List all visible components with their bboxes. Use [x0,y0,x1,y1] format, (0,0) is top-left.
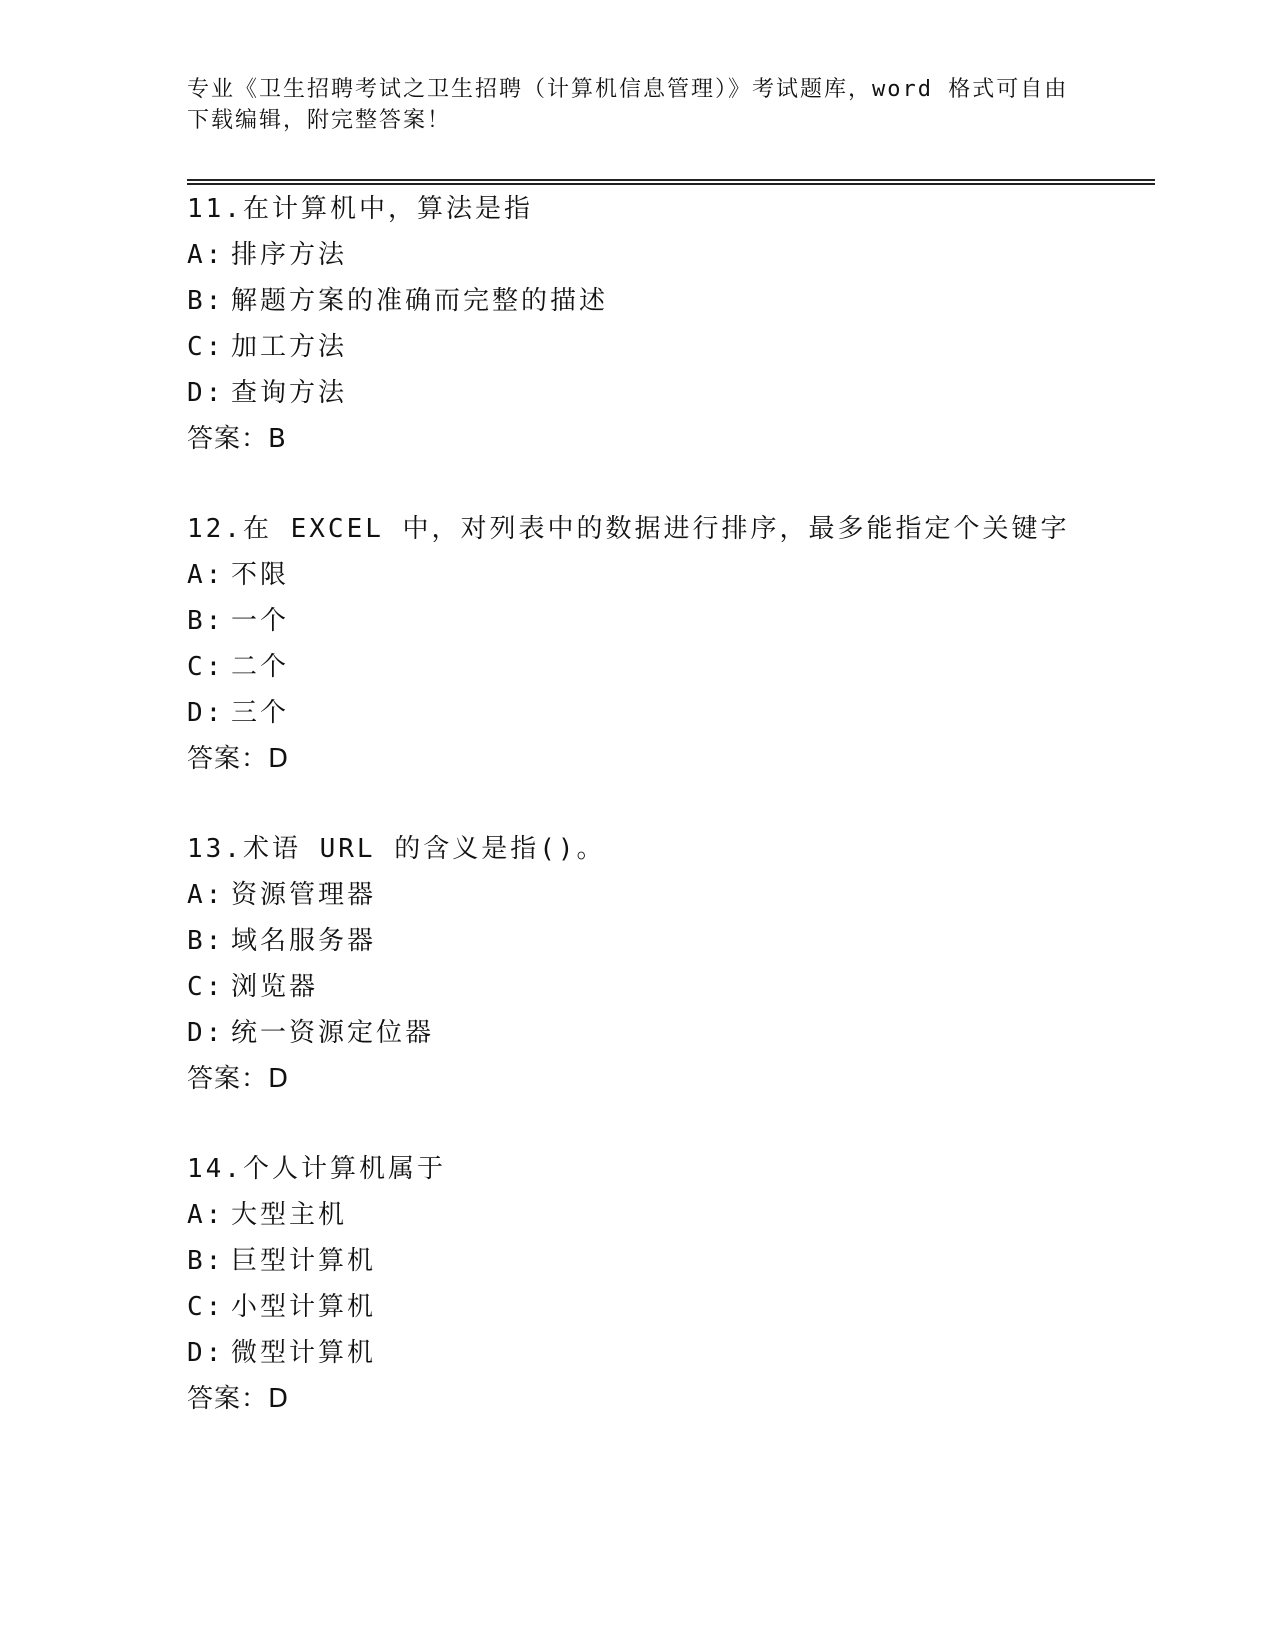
answer-line: 答案：D [187,1384,290,1414]
option-text: 巨型计算机 [231,1246,377,1276]
option-letter: B: [187,606,225,636]
question-14 [187,1146,1187,1422]
option-a [187,872,1187,918]
option-letter: A: [187,880,225,910]
option-text: 资源管理器 [231,880,377,910]
question-stem: 14.个人计算机属于 [187,1154,446,1184]
option-letter: C: [187,1292,225,1322]
option-text: 加工方法 [231,332,348,362]
option-text: 统一资源定位器 [231,1018,435,1048]
option-text: 不限 [231,560,290,590]
option-text: 解题方案的准确而完整的描述 [231,286,609,316]
option-d [187,370,1187,416]
option-c [187,644,1187,690]
option-letter: D: [187,1338,225,1368]
option-text: 查询方法 [231,378,348,408]
option-letter: C: [187,652,225,682]
option-letter: A: [187,1200,225,1230]
answer-line: 答案：D [187,744,290,774]
option-letter: C: [187,332,225,362]
question-11 [187,186,1187,462]
option-a [187,1192,1187,1238]
option-c [187,1284,1187,1330]
option-c [187,324,1187,370]
question-stem: 12.在 EXCEL 中，对列表中的数据进行排序，最多能指定个关键字 [187,514,1070,544]
answer-line: 答案：B [187,424,287,454]
option-text: 三个 [231,698,290,728]
option-letter: B: [187,1246,225,1276]
option-text: 小型计算机 [231,1292,377,1322]
option-d [187,690,1187,736]
option-letter: B: [187,926,225,956]
option-letter: C: [187,972,225,1002]
question-stem: 13.术语 URL 的含义是指()。 [187,834,606,864]
option-b [187,918,1187,964]
option-letter: D: [187,698,225,728]
option-text: 一个 [231,606,290,636]
option-b [187,1238,1187,1284]
option-c [187,964,1187,1010]
document-intro: 专业《卫生招聘考试之卫生招聘（计算机信息管理）》考试题库，word 格式可自由下载编辑，附完整答案！ [187,77,1069,133]
option-text: 微型计算机 [231,1338,377,1368]
option-letter: D: [187,378,225,408]
option-a [187,232,1187,278]
question-13 [187,826,1187,1102]
option-letter: B: [187,286,225,316]
option-letter: A: [187,560,225,590]
question-12 [187,506,1187,782]
option-b [187,598,1187,644]
option-text: 大型主机 [231,1200,348,1230]
header-divider-top [187,179,1155,181]
option-letter: D: [187,1018,225,1048]
option-text: 二个 [231,652,290,682]
option-text: 浏览器 [231,972,319,1002]
option-text: 域名服务器 [231,926,377,956]
option-text: 排序方法 [231,240,348,270]
option-letter: A: [187,240,225,270]
option-d [187,1010,1187,1056]
option-b [187,278,1187,324]
answer-line: 答案：D [187,1064,290,1094]
option-a [187,552,1187,598]
question-stem: 11.在计算机中，算法是指 [187,194,533,224]
option-d [187,1330,1187,1376]
header-divider-bottom [187,183,1155,185]
